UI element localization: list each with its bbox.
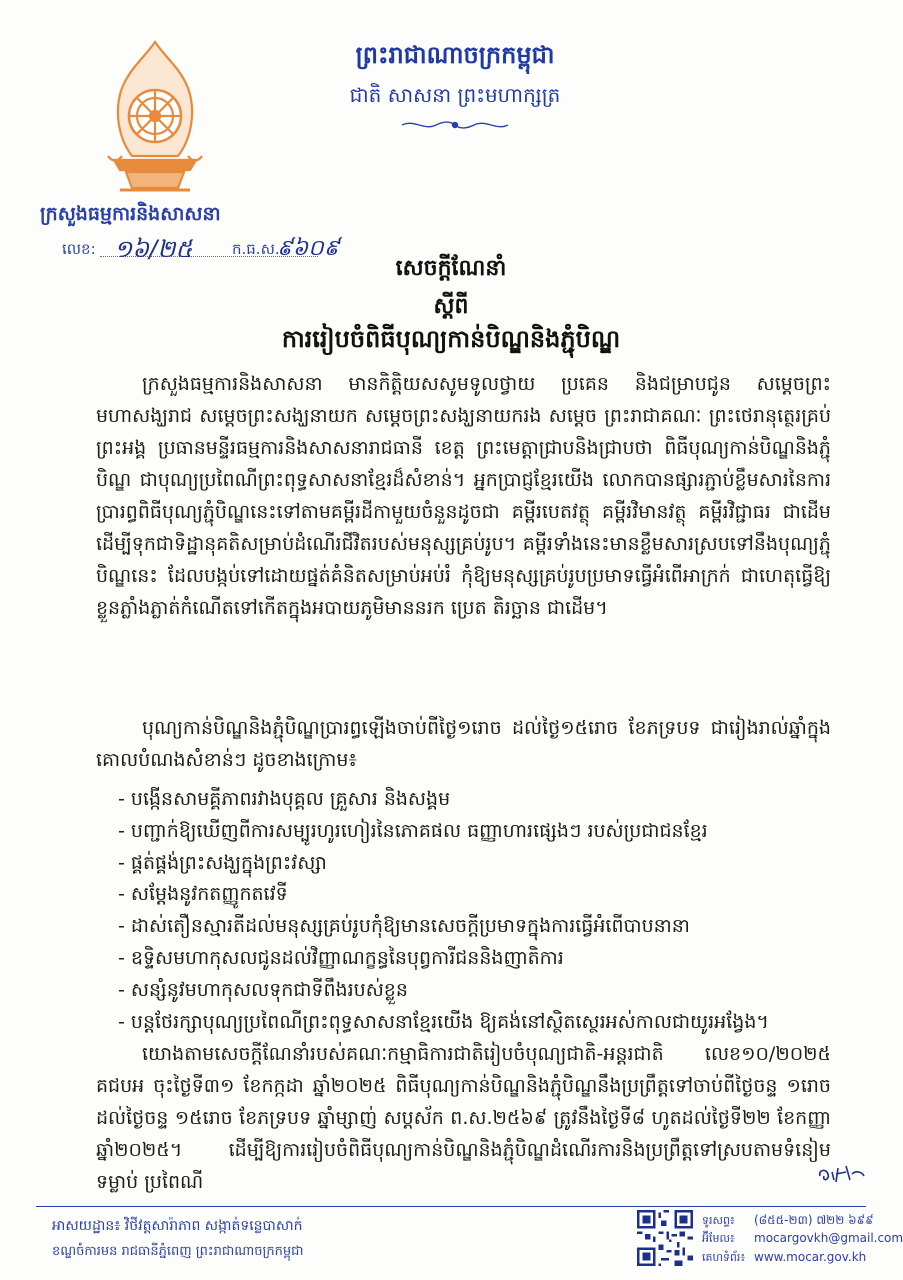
phone-value: (៨៥៥-២៣) ៧២២ ៦៩៩: [754, 1213, 874, 1227]
list-item: - បង្កើនសាមគ្គីភាពរវាងបុគ្គល គ្រួសារ និងសង្គម: [118, 788, 451, 810]
handwritten-initials-icon: [816, 1160, 868, 1186]
list-item: - បន្តថែរក្សាបុណ្យប្រពៃណីព្រះពុទ្ធសាសនាខ្មែរយើង ឱ្យគង់នៅស្ថិតស្ថេរអស់កាលជាយូរអង្វែង។: [118, 1010, 769, 1033]
footer-website: [702, 1250, 866, 1267]
list-item: - បញ្ជាក់ឱ្យឃើញពីការសម្បូរហូរហៀរនៃភោគផល ធញ្ញាហារផ្សេងៗ របស់ប្រជាជនខ្មែរ: [118, 819, 708, 842]
list-item: - ផ្គត់ផ្គង់ព្រះសង្ឃក្នុងព្រះវស្សា: [118, 851, 327, 874]
footer-email: [702, 1231, 903, 1248]
ministry-emblem-icon: [100, 38, 210, 203]
ministry-name: ក្រសួងធម្មការនិងសាសនា: [40, 203, 221, 225]
purpose-list: [118, 784, 838, 1038]
website-link[interactable]: www.mocar.gov.kh: [754, 1250, 867, 1264]
list-item: - ឧទ្ទិសមហាកុសលជូនដល់វិញ្ញាណក្ខន្ធនៃបុព្វការីជននិងញាតិការ: [118, 946, 564, 969]
document-title: សេចក្តីណែនាំ: [395, 256, 507, 281]
email-label: អ៊ីមែល៖: [702, 1232, 735, 1245]
list-item: - ដាស់តឿនស្មារតីដល់មនុស្សគ្រប់រូបកុំឱ្យមានសេចក្តីប្រមាទក្នុងការធ្វើអំពើបាបនានា: [118, 915, 690, 938]
paragraph-introduction: ក្រសួងធម្មការនិងសាសនា មានកិត្តិយសសូមទូលថ្វាយ ប្រគេន និងជម្រាបជូន សម្តេចព្រះមហាសង្ឃរាជ សម្តេចព្រះសង្ឃនាយក សម្តេចព្រះសង្ឃនាយករង សម្តេច ព្រះរាជាគណៈ ព្រះថេរានុត្ថេរគ្រប់ព្រះអង្គ ប្រធានមន្ទីរធម្មការនិងសាសនារាជធានី ខេត្ត ព្រះមេត្តាជ្រាបនិងជ្រាបថា ពិធីបុណ្យកាន់បិណ្ឌនិងភ្ជុំបិណ្ឌ ជាបុណ្យប្រពៃណីព្រះពុទ្ធសាសនាខ្មែរដ៏សំខាន់។ អ្នកប្រាជ្ញខ្មែរយើង លោកបានផ្សារភ្ជាប់ខ្លឹមសារនៃការប្រារព្ធពិធីបុណ្យភ្ជុំបិណ្ឌនេះទៅតាមគម្ពីរដីកាមួយចំនួនដូចជា គម្ពីរបេតវត្ថុ គម្ពីរវិមានវត្ថុ គម្ពីរវិជ្ជាធរ ជាដើម ដើម្បីទុកជាទិដ្ឋានុគតិសម្រាប់ដំណើរជីវិតរបស់មនុស្សគ្រប់រូប។ គម្ពីរទាំងនេះមានខ្លឹមសារស្របទៅនឹងបុណ្យភ្ជុំបិណ្ឌនេះ ដែលបង្កប់ទៅដោយផ្នត់គំនិតសម្រាប់អប់រំ កុំឱ្យមនុស្សគ្រប់រូបប្រមាទធ្វើអំពើអាក្រក់ ជាហេតុធ្វើឱ្យខ្លួនភ្លាំងភ្លាត់កំណើតទៅកើតក្នុងអបាយភូមិមាននរក ប្រេត តិរច្ឆាន ជាដើម។: [96, 373, 831, 619]
reference-label: លេខ:: [62, 240, 96, 258]
motto-ornament-icon: [400, 118, 510, 132]
footer-address-line-2: ខណ្ឌចំការមន រាជធានីភ្នំពេញ ព្រះរាជាណាចក្រកម្ពុជា: [52, 1244, 304, 1259]
document-subject: ការរៀបចំពិធីបុណ្យកាន់បិណ្ឌនិងភ្ជុំបិណ្ឌ: [281, 325, 621, 353]
national-motto: ជាតិ សាសនា ព្រះមហាក្សត្រ: [349, 83, 561, 107]
phone-label: ទូរសព្ទ៖: [702, 1214, 735, 1227]
footer-phone: [702, 1212, 874, 1230]
reference-number: ១៦/២៥: [114, 235, 193, 263]
qr-code-icon: [637, 1210, 693, 1266]
reference-year: ៩៦០៩: [277, 236, 340, 261]
list-item: - សម្តែងនូវកតញ្ញូកតវេទី: [118, 883, 288, 906]
paragraph-purpose: បុណ្យកាន់បិណ្ឌនិងភ្ជុំបិណ្ឌប្រារព្ធឡើងចាប់ពីថ្ងៃ១រោច ដល់ថ្ងៃ១៥រោច ខែភទ្របទ ជារៀងរាល់ឆ្នាំក្នុងគោលបំណងសំខាន់ៗ ដូចខាងក្រោម៖: [96, 717, 831, 771]
reference-era: ក.ធ.ស.: [232, 240, 280, 258]
footer-divider: [36, 1206, 866, 1207]
paragraph-schedule: យោងតាមសេចក្តីណែនាំរបស់គណៈកម្មាធិការជាតិរៀបចំបុណ្យជាតិ-អន្តរជាតិ លេខ១០/២០២៥ គជបអ ចុះថ្ងៃទី៣១ ខែកក្កដា ឆ្នាំ២០២៥ ពិធីបុណ្យកាន់បិណ្ឌនិងភ្ជុំបិណ្ឌនឹងប្រព្រឹត្តទៅចាប់ពីថ្ងៃចន្ទ ១រោច ដល់ថ្ងៃចន្ទ ១៥រោច ខែភទ្របទ ឆ្នាំម្សាញ់ សប្តស័ក ព.ស.២៥៦៩ ត្រូវនឹងថ្ងៃទី៨ ហូតដល់ថ្ងៃទី២២ ខែកញ្ញា ឆ្នាំ២០២៥។ ដើម្បីឱ្យការរៀបចំពិធីបុណ្យកាន់បិណ្ឌនិងភ្ជុំបិណ្ឌដំណើរការនិងប្រព្រឹត្តទៅស្របតាមទំនៀមទម្លាប់ ប្រពៃណី: [96, 1043, 831, 1193]
list-item: - សន្សំនូវមហាកុសលទុកជាទីពឹងរបស់ខ្លួន: [118, 978, 408, 1001]
document-title-about: ស្តីពី: [433, 294, 469, 319]
footer-address-line-1: អាសយដ្ឋាន៖ វិថីវត្តសារ៉ាភាព សង្កាត់ទន្លេបាសាក់: [52, 1218, 303, 1234]
website-label: គេហទំព័រ៖: [702, 1251, 746, 1264]
email-link[interactable]: mocargovkh@gmail.com: [754, 1231, 903, 1245]
kingdom-heading: ព្រះរាជាណាចក្រកម្ពុជា: [355, 41, 555, 69]
